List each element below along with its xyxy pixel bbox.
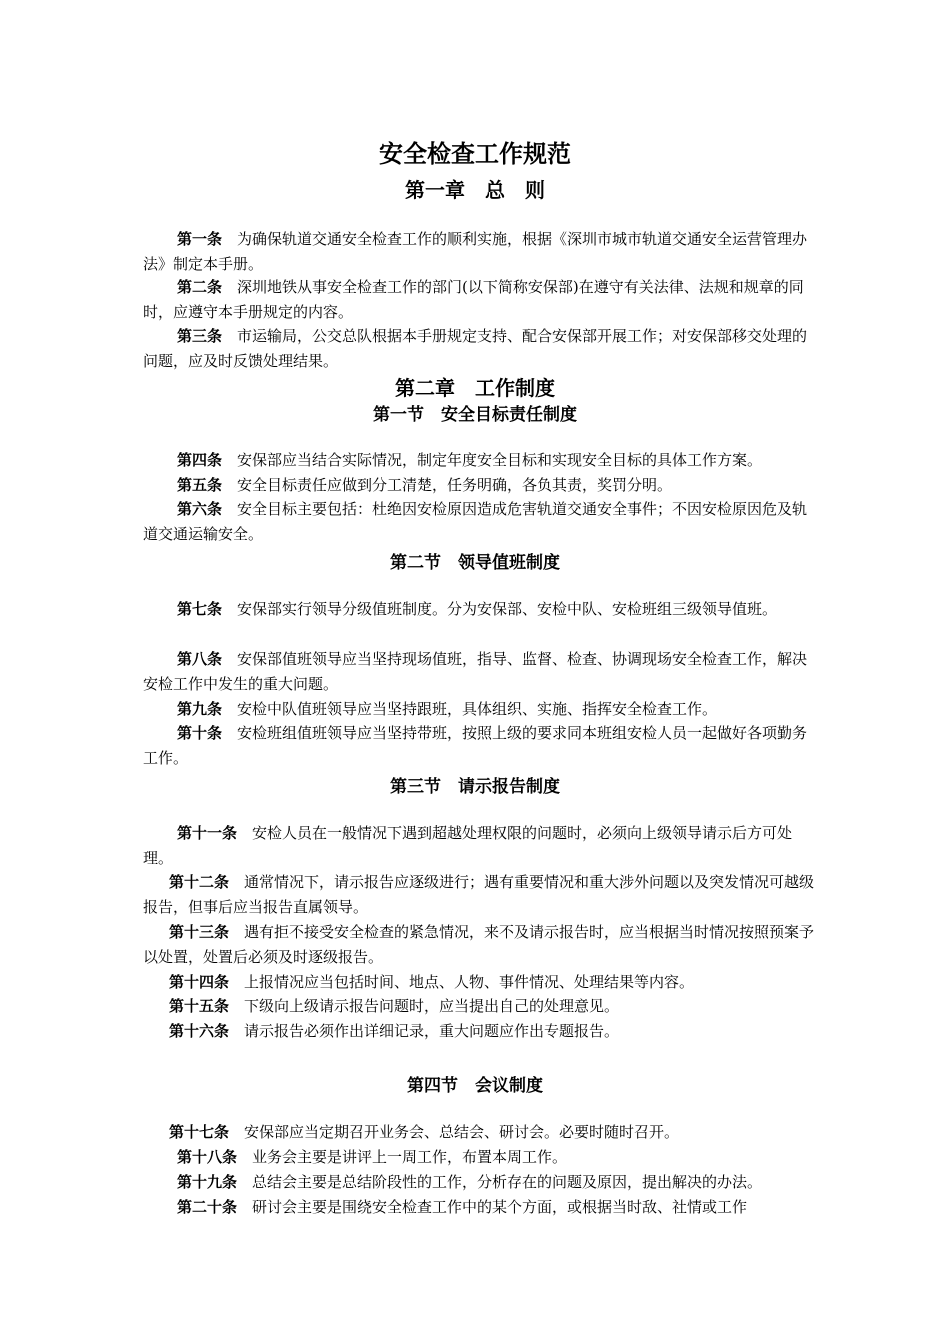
article-text: 遇有拒不接受安全检查的紧急情况，来不及请示报告时，应当根据当时情况按照预案予以处置，处置后必须及时逐级报告。 [143, 923, 815, 966]
article-number: 第九条 [177, 700, 223, 718]
article-number: 第十九条 [177, 1173, 238, 1191]
article-14 [143, 970, 815, 995]
article-text: 安保部值班领导应当坚持现场值班，指导、监督、检查、协调现场安全检查工作，解决安检工作中发生的重大问题。 [143, 650, 808, 693]
article-text: 安全目标主要包括：杜绝因安检原因造成危害轨道交通安全事件；不因安检原因危及轨道交通运输安全。 [143, 500, 808, 543]
article-9 [143, 697, 815, 722]
article-number: 第八条 [177, 650, 223, 668]
article-number: 第十七条 [169, 1123, 230, 1141]
article-19 [143, 1170, 833, 1195]
article-6 [143, 497, 815, 547]
article-number: 第二条 [177, 278, 223, 296]
article-4 [143, 448, 815, 473]
article-5 [143, 473, 815, 498]
article-number: 第六条 [177, 500, 223, 518]
article-text: 总结会主要是总结阶段性的工作，分析存在的问题及原因，提出解决的办法。 [252, 1173, 763, 1191]
article-number: 第十二条 [169, 873, 230, 891]
article-text: 安检中队值班领导应当坚持跟班，具体组织、实施、指挥安全检查工作。 [237, 700, 718, 718]
article-16 [143, 1019, 815, 1044]
article-text: 安全目标责任应做到分工清楚，任务明确，各负其责，奖罚分明。 [237, 476, 673, 494]
chapter-1-heading: 第一章 总 则 [405, 178, 545, 202]
article-number: 第十八条 [177, 1148, 238, 1166]
article-text: 安保部实行领导分级值班制度。分为安保部、安检中队、安检班组三级领导值班。 [237, 600, 778, 618]
article-text: 为确保轨道交通安全检查工作的顺利实施，根据《深圳市城市轨道交通安全运营管理办法》制定本手册。 [143, 230, 808, 273]
article-number: 第十六条 [169, 1022, 230, 1040]
article-13 [143, 920, 815, 970]
document-title: 安全检查工作规范 [379, 139, 571, 168]
article-number: 第十四条 [169, 973, 230, 991]
article-text: 安检班组值班领导应当坚持带班，按照上级的要求同本班组安检人员一起做好各项勤务工作。 [143, 724, 808, 767]
article-3 [143, 324, 815, 374]
article-text: 业务会主要是讲评上一周工作，布置本周工作。 [252, 1148, 568, 1166]
article-number: 第一条 [177, 230, 223, 248]
article-number: 第十一条 [177, 824, 238, 842]
article-text: 深圳地铁从事安全检查工作的部门(以下简称安保部)在遵守有关法律、法规和规章的同时，应遵守本手册规定的内容。 [143, 278, 804, 321]
article-number: 第五条 [177, 476, 223, 494]
article-7 [143, 597, 815, 622]
article-15 [143, 994, 815, 1019]
section-3-heading: 第三节 请示报告制度 [390, 777, 560, 797]
article-number: 第三条 [177, 327, 223, 345]
article-10 [143, 721, 815, 771]
article-11 [143, 821, 815, 871]
chapter-2-heading: 第二章 工作制度 [395, 376, 555, 400]
article-17 [143, 1120, 815, 1145]
article-18 [143, 1145, 815, 1170]
article-8 [143, 647, 815, 697]
section-4-heading: 第四节 会议制度 [407, 1076, 543, 1096]
article-text: 下级向上级请示报告问题时，应当提出自己的处理意见。 [244, 997, 620, 1015]
article-number: 第七条 [177, 600, 223, 618]
article-number: 第二十条 [177, 1198, 238, 1216]
article-text: 安保部应当定期召开业务会、总结会、研讨会。必要时随时召开。 [244, 1123, 680, 1141]
article-number: 第十条 [177, 724, 223, 742]
article-text: 通常情况下，请示报告应逐级进行；遇有重要情况和重大涉外问题以及突发情况可越级报告，但事后应当报告直属领导。 [143, 873, 815, 916]
article-number: 第四条 [177, 451, 223, 469]
article-number: 第十三条 [169, 923, 230, 941]
article-text: 上报情况应当包括时间、地点、人物、事件情况、处理结果等内容。 [244, 973, 695, 991]
section-2-heading: 第二节 领导值班制度 [390, 553, 560, 573]
article-text: 研讨会主要是围绕安全检查工作中的某个方面，或根据当时敌、社情或工作 [252, 1198, 748, 1216]
article-1 [143, 227, 815, 277]
section-1-heading: 第一节 安全目标责任制度 [373, 405, 577, 425]
article-12 [143, 870, 815, 920]
article-text: 安检人员在一般情况下遇到超越处理权限的问题时，必须向上级领导请示后方可处理。 [143, 824, 793, 867]
article-2 [143, 275, 815, 325]
article-text: 安保部应当结合实际情况，制定年度安全目标和实现安全目标的具体工作方案。 [237, 451, 763, 469]
article-number: 第十五条 [169, 997, 230, 1015]
article-text: 市运输局，公交总队根据本手册规定支持、配合安保部开展工作；对安保部移交处理的问题，应及时反馈处理结果。 [143, 327, 808, 370]
article-20 [143, 1195, 815, 1220]
article-text: 请示报告必须作出详细记录，重大问题应作出专题报告。 [244, 1022, 620, 1040]
